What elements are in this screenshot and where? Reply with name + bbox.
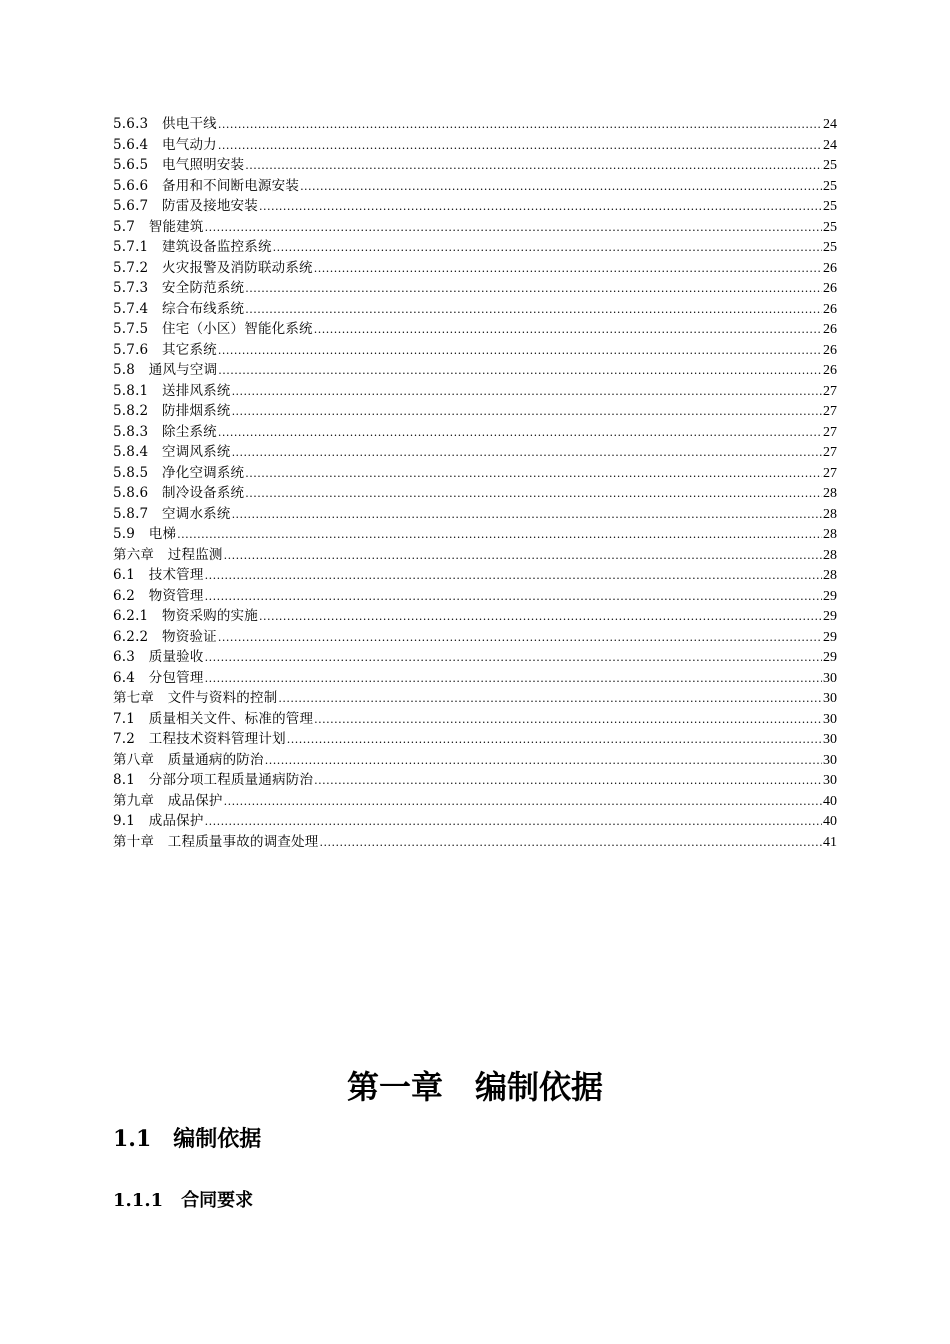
toc-leader-dots xyxy=(232,505,822,526)
table-of-contents xyxy=(113,114,837,852)
toc-entry[interactable] xyxy=(113,237,837,258)
toc-entry-page: 28 xyxy=(823,527,837,542)
toc-leader-dots xyxy=(287,730,822,751)
toc-entry-page: 27 xyxy=(823,445,837,460)
toc-entry[interactable] xyxy=(113,155,837,176)
toc-entry-label: 5.6.3 供电干线 xyxy=(113,116,217,132)
toc-entry-page: 26 xyxy=(823,363,837,378)
toc-entry[interactable] xyxy=(113,463,837,484)
toc-entry-page: 30 xyxy=(823,752,837,768)
toc-entry-label: 第九章 成品保护 xyxy=(113,792,223,809)
toc-entry-page: 26 xyxy=(823,301,837,317)
toc-entry-label: 8.1 分部分项工程质量通病防治 xyxy=(113,772,314,788)
toc-entry-label: 6.4 分包管理 xyxy=(113,669,204,686)
toc-entry-label: 5.8.4 空调风系统 xyxy=(113,444,231,460)
toc-entry-label: 5.7.6 其它系统 xyxy=(113,341,217,358)
toc-entry-label: 5.7.3 安全防范系统 xyxy=(113,280,245,296)
toc-leader-dots xyxy=(245,279,822,300)
toc-entry-label: 7.1 质量相关文件、标准的管理 xyxy=(113,710,314,727)
toc-entry-page: 25 xyxy=(823,199,837,214)
toc-entry[interactable] xyxy=(113,791,837,812)
toc-leader-dots xyxy=(218,361,822,382)
toc-entry[interactable] xyxy=(113,442,837,463)
toc-entry[interactable] xyxy=(113,545,837,566)
toc-entry[interactable] xyxy=(113,483,837,504)
toc-entry-label: 第八章 质量通病的防治 xyxy=(113,751,264,768)
toc-entry-label: 5.6.6 备用和不间断电源安装 xyxy=(113,177,300,194)
toc-entry[interactable] xyxy=(113,258,837,279)
toc-leader-dots xyxy=(218,115,822,136)
toc-entry[interactable] xyxy=(113,627,837,648)
toc-entry-label: 5.7.1 建筑设备监控系统 xyxy=(113,239,272,255)
toc-entry[interactable] xyxy=(113,709,837,730)
toc-entry-label: 6.3 质量验收 xyxy=(113,649,204,665)
toc-entry-page: 25 xyxy=(823,219,837,235)
toc-leader-dots xyxy=(273,238,822,259)
toc-entry[interactable] xyxy=(113,360,837,381)
toc-entry-label: 5.8 通风与空调 xyxy=(113,362,218,378)
toc-entry-page: 29 xyxy=(823,609,837,624)
toc-entry[interactable] xyxy=(113,340,837,361)
toc-entry-page: 30 xyxy=(823,773,837,788)
toc-entry-label: 5.8.6 制冷设备系统 xyxy=(113,485,245,501)
toc-leader-dots xyxy=(259,607,822,628)
toc-leader-dots xyxy=(245,156,822,177)
toc-leader-dots xyxy=(245,300,822,321)
toc-entry[interactable] xyxy=(113,586,837,607)
toc-entry[interactable] xyxy=(113,319,837,340)
toc-entry-page: 40 xyxy=(823,793,837,809)
toc-entry-label: 5.8.1 送排风系统 xyxy=(113,382,231,399)
toc-entry-page: 30 xyxy=(823,732,837,747)
toc-entry-label: 9.1 成品保护 xyxy=(113,813,204,829)
toc-entry[interactable] xyxy=(113,196,837,217)
toc-leader-dots xyxy=(218,341,822,362)
toc-entry[interactable] xyxy=(113,832,837,853)
toc-entry-page: 28 xyxy=(823,486,837,501)
toc-leader-dots xyxy=(314,710,822,731)
toc-entry-page: 30 xyxy=(823,691,837,706)
toc-entry-label: 第七章 文件与资料的控制 xyxy=(113,690,278,706)
toc-entry-page: 30 xyxy=(823,711,837,727)
toc-entry-label: 5.7 智能建筑 xyxy=(113,218,204,235)
toc-entry-page: 28 xyxy=(823,568,837,583)
toc-entry[interactable] xyxy=(113,278,837,299)
toc-entry-label: 5.8.7 空调水系统 xyxy=(113,505,231,522)
toc-entry[interactable] xyxy=(113,299,837,320)
toc-entry-label: 6.1 技术管理 xyxy=(113,567,204,583)
toc-entry-label: 5.7.4 综合布线系统 xyxy=(113,300,245,317)
toc-leader-dots xyxy=(218,423,822,444)
toc-entry-page: 24 xyxy=(823,137,837,153)
subsection-heading: 1.1.1 合同要求 xyxy=(113,1190,254,1211)
toc-entry-page: 27 xyxy=(823,404,837,419)
toc-entry-page: 25 xyxy=(823,158,837,173)
toc-leader-dots xyxy=(205,812,822,833)
toc-entry[interactable] xyxy=(113,606,837,627)
toc-entry-page: 26 xyxy=(823,260,837,276)
toc-leader-dots xyxy=(218,136,822,157)
toc-leader-dots xyxy=(320,833,823,854)
toc-leader-dots xyxy=(205,566,822,587)
toc-entry-label: 5.8.2 防排烟系统 xyxy=(113,403,231,419)
toc-entry-page: 27 xyxy=(823,383,837,399)
toc-entry-label: 6.2.1 物资采购的实施 xyxy=(113,608,258,624)
toc-entry-page: 24 xyxy=(823,117,837,132)
toc-entry-label: 5.8.3 除尘系统 xyxy=(113,423,217,440)
toc-leader-dots xyxy=(245,484,822,505)
toc-leader-dots xyxy=(245,464,822,485)
section-heading: 1.1 编制依据 xyxy=(113,1126,262,1152)
toc-entry-label: 第十章 工程质量事故的调查处理 xyxy=(113,833,319,850)
toc-entry-page: 27 xyxy=(823,465,837,481)
toc-leader-dots xyxy=(218,628,822,649)
toc-entry-label: 5.6.4 电气动力 xyxy=(113,136,217,153)
chapter-heading: 第一章 编制依据 xyxy=(346,1068,603,1106)
toc-entry[interactable] xyxy=(113,647,837,668)
toc-leader-dots xyxy=(314,771,822,792)
toc-entry-page: 28 xyxy=(823,547,837,563)
toc-leader-dots xyxy=(224,546,822,567)
toc-entry-page: 26 xyxy=(823,322,837,337)
toc-entry-page: 40 xyxy=(823,814,837,829)
toc-leader-dots xyxy=(232,402,822,423)
toc-entry[interactable] xyxy=(113,729,837,750)
toc-entry-label: 5.6.7 防雷及接地安装 xyxy=(113,198,258,214)
toc-entry[interactable] xyxy=(113,381,837,402)
toc-entry-label: 5.7.5 住宅（小区）智能化系统 xyxy=(113,321,313,337)
toc-leader-dots xyxy=(278,689,822,710)
toc-entry[interactable] xyxy=(113,750,837,771)
toc-leader-dots xyxy=(232,382,822,403)
toc-leader-dots xyxy=(177,525,822,546)
toc-entry[interactable] xyxy=(113,135,837,156)
toc-entry-page: 29 xyxy=(823,588,837,604)
toc-leader-dots xyxy=(205,669,822,690)
toc-leader-dots xyxy=(314,320,822,341)
toc-leader-dots xyxy=(205,648,822,669)
toc-entry-page: 28 xyxy=(823,506,837,522)
toc-leader-dots xyxy=(205,587,822,608)
toc-entry[interactable] xyxy=(113,217,837,238)
toc-leader-dots xyxy=(300,177,822,198)
toc-leader-dots xyxy=(265,751,822,772)
toc-entry-label: 6.2.2 物资验证 xyxy=(113,628,217,645)
toc-leader-dots xyxy=(205,218,822,239)
toc-entry[interactable] xyxy=(113,668,837,689)
toc-entry-label: 5.9 电梯 xyxy=(113,526,177,542)
toc-entry-page: 27 xyxy=(823,424,837,440)
toc-entry[interactable] xyxy=(113,770,837,791)
toc-entry-page: 29 xyxy=(823,629,837,645)
toc-entry-label: 7.2 工程技术资料管理计划 xyxy=(113,731,286,747)
toc-leader-dots xyxy=(259,197,822,218)
toc-entry[interactable] xyxy=(113,176,837,197)
toc-entry[interactable] xyxy=(113,524,837,545)
toc-entry-page: 41 xyxy=(823,834,837,850)
toc-entry-page: 25 xyxy=(823,178,837,194)
toc-entry[interactable] xyxy=(113,811,837,832)
toc-entry[interactable] xyxy=(113,422,837,443)
toc-entry-label: 第六章 过程监测 xyxy=(113,546,223,563)
toc-entry[interactable] xyxy=(113,114,837,135)
toc-entry-page: 30 xyxy=(823,670,837,686)
toc-leader-dots xyxy=(314,259,822,280)
toc-entry[interactable] xyxy=(113,565,837,586)
toc-entry-page: 26 xyxy=(823,281,837,296)
toc-entry-page: 29 xyxy=(823,650,837,665)
toc-entry-page: 25 xyxy=(823,240,837,255)
toc-entry-label: 5.7.2 火灾报警及消防联动系统 xyxy=(113,259,313,276)
toc-entry[interactable] xyxy=(113,504,837,525)
toc-entry-label: 6.2 物资管理 xyxy=(113,587,204,604)
toc-entry[interactable] xyxy=(113,688,837,709)
toc-entry-label: 5.8.5 净化空调系统 xyxy=(113,464,245,481)
toc-entry-label: 5.6.5 电气照明安装 xyxy=(113,157,245,173)
toc-leader-dots xyxy=(232,443,822,464)
toc-leader-dots xyxy=(224,792,822,813)
toc-entry[interactable] xyxy=(113,401,837,422)
toc-entry-page: 26 xyxy=(823,342,837,358)
